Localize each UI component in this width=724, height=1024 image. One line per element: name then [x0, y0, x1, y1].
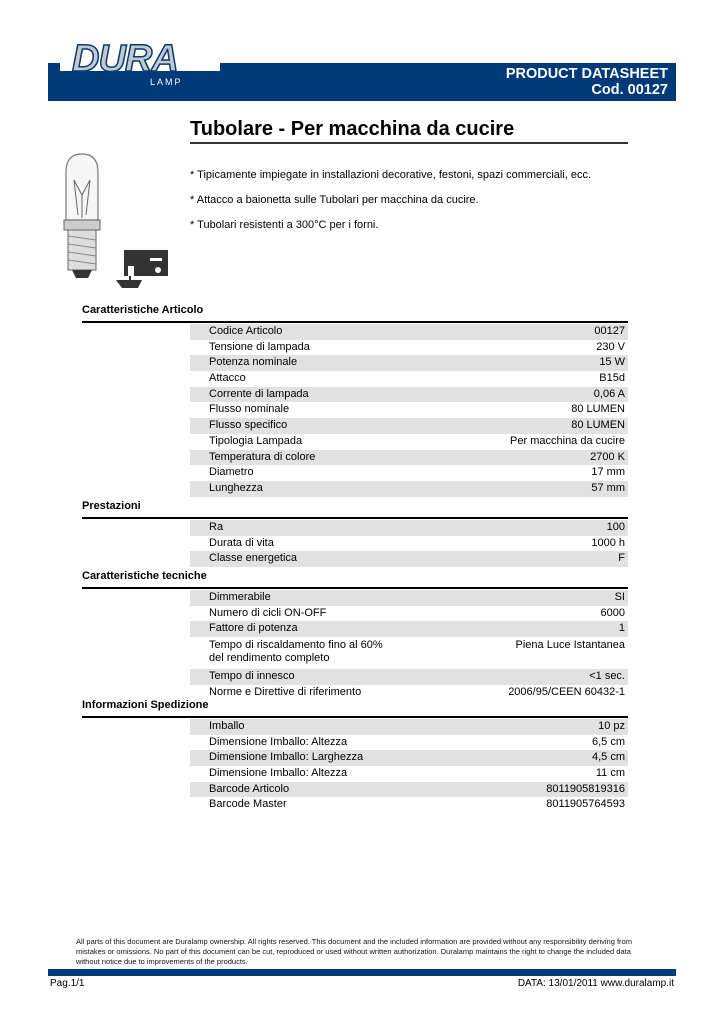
- row-label: Temperatura di colore: [209, 450, 316, 463]
- row-value: 6000: [600, 606, 625, 619]
- row-label: Dimmerabile: [209, 591, 271, 603]
- doc-type: PRODUCT DATASHEET: [505, 66, 668, 82]
- disclaimer: All parts of this document are Duralamp ownership. All rights reserved. This document and the included information are provided without any responsibility deriving from mistakes or omissions. No part of this document can be cut, reproduced or used without written authorization. Duralamp maintains the right to change the included data without notice due to improvements of the products.: [76, 937, 632, 966]
- sewing-machine-icon: [114, 246, 172, 290]
- section-title: Informazioni Spedizione: [82, 699, 209, 711]
- table-row: [190, 685, 628, 701]
- row-label: Flusso specifico: [209, 419, 288, 432]
- row-value: 2700 K: [590, 450, 625, 463]
- row-value: 00127: [594, 325, 625, 337]
- header-text: [506, 66, 668, 98]
- product-code: Cod. 00127: [591, 82, 668, 98]
- row-label: Barcode Master: [209, 798, 287, 811]
- bulb-image: [52, 150, 112, 290]
- row-label: Tempo di riscaldamento fino al 60% del rendimento completo: [209, 639, 383, 665]
- table-row: [190, 750, 628, 766]
- table-row: [190, 590, 628, 606]
- spec-table: [190, 324, 628, 497]
- row-value: 230 V: [596, 340, 625, 353]
- table-row: [190, 606, 628, 622]
- footer-bar: [48, 969, 676, 976]
- table-row: [190, 637, 628, 669]
- row-label: Barcode Articolo: [209, 782, 290, 795]
- row-value: 1: [618, 622, 625, 635]
- row-value: B15d: [599, 372, 625, 385]
- row-value: 15 W: [599, 356, 625, 369]
- section-title: Prestazioni: [82, 500, 141, 512]
- row-value: <1 sec.: [589, 670, 625, 683]
- row-label: Ra: [209, 521, 224, 533]
- svg-text:DURA: DURA: [72, 38, 178, 80]
- section-title: Caratteristiche Articolo: [82, 304, 204, 316]
- table-row: [190, 387, 628, 403]
- row-label: Tipologia Lampada: [209, 434, 303, 447]
- table-row: [190, 621, 628, 637]
- row-label: Tempo di innesco: [209, 670, 295, 683]
- page-number: Pag.1/1: [50, 978, 85, 989]
- row-label: Flusso nominale: [209, 403, 290, 416]
- row-value: 100: [606, 521, 625, 533]
- row-label: Codice Articolo: [209, 325, 283, 337]
- spec-table: [190, 719, 628, 813]
- table-row: [190, 371, 628, 387]
- row-value: Piena Luce Istantanea: [515, 639, 625, 652]
- page-title: Tubolare - Per macchina da cucire: [190, 118, 515, 140]
- row-value: 4,5 cm: [591, 751, 625, 764]
- table-row: [190, 719, 628, 735]
- row-value: 1000 h: [591, 536, 625, 549]
- row-value: 17 mm: [591, 466, 625, 479]
- row-label: Norme e Direttive di riferimento: [209, 685, 362, 698]
- row-label: Dimensione Imballo: Larghezza: [209, 751, 364, 764]
- row-label: Dimensione Imballo: Altezza: [209, 767, 348, 780]
- row-value: 8011905819316: [546, 782, 625, 795]
- row-label: Diametro: [209, 466, 254, 479]
- table-row: [190, 669, 628, 685]
- row-value: 2006/95/CEEN 60432-1: [508, 685, 625, 698]
- table-row: [190, 402, 628, 418]
- row-value: 10 pz: [598, 720, 625, 732]
- row-value: 11 cm: [595, 767, 625, 780]
- table-row: [190, 520, 628, 536]
- row-label: Numero di cicli ON-OFF: [209, 606, 327, 619]
- row-label: Durata di vita: [209, 536, 274, 549]
- row-value: 80 LUMEN: [571, 403, 625, 416]
- row-value: 80 LUMEN: [571, 419, 625, 432]
- table-row: [190, 735, 628, 751]
- section-divider: [82, 587, 628, 589]
- svg-text:LAMP: LAMP: [150, 77, 183, 87]
- row-label: Dimensione Imballo: Altezza: [209, 735, 348, 748]
- section-title: Caratteristiche tecniche: [82, 570, 207, 582]
- row-value: 8011905764593: [546, 798, 625, 811]
- bullet-1: * Tipicamente impiegate in installazioni decorative, festoni, spazi commerciali, ecc.: [190, 169, 592, 181]
- table-row: [190, 766, 628, 782]
- row-label: Lunghezza: [209, 481, 263, 494]
- title-divider: [190, 142, 628, 144]
- row-label: Potenza nominale: [209, 356, 298, 369]
- section-divider: [82, 517, 628, 519]
- row-label: Tensione di lampada: [209, 340, 310, 353]
- row-label: Fattore di potenza: [209, 622, 298, 635]
- table-row: [190, 340, 628, 356]
- table-row: [190, 355, 628, 371]
- table-row: [190, 481, 628, 497]
- table-row: [190, 434, 628, 450]
- table-row: [190, 782, 628, 798]
- bullet-2: * Attacco a baionetta sulle Tubolari per macchina da cucire.: [190, 194, 479, 206]
- row-value: F: [618, 552, 625, 565]
- row-label: Attacco: [209, 372, 246, 385]
- table-row: [190, 418, 628, 434]
- date-website: DATA: 13/01/2011 www.duralamp.it: [517, 978, 674, 989]
- table-row: [190, 551, 628, 567]
- row-value: SI: [614, 591, 625, 603]
- row-value: Per macchina da cucire: [510, 434, 625, 447]
- row-value: 6,5 cm: [591, 735, 625, 748]
- section-divider: [82, 321, 628, 323]
- row-value: 57 mm: [591, 481, 625, 494]
- row-label: Imballo: [209, 720, 245, 732]
- row-label: Classe energetica: [209, 552, 298, 565]
- row-label: Corrente di lampada: [209, 387, 309, 400]
- table-row: [190, 324, 628, 340]
- spec-table: [190, 590, 628, 700]
- spec-table: [190, 520, 628, 567]
- table-row: [190, 450, 628, 466]
- table-row: [190, 797, 628, 813]
- table-row: [190, 536, 628, 552]
- table-row: [190, 465, 628, 481]
- row-value: 0,06 A: [593, 387, 625, 400]
- bullet-3: * Tubolari resistenti a 300°C per i forni.: [190, 219, 379, 231]
- section-divider: [82, 716, 628, 718]
- duralamp-logo: [60, 38, 220, 90]
